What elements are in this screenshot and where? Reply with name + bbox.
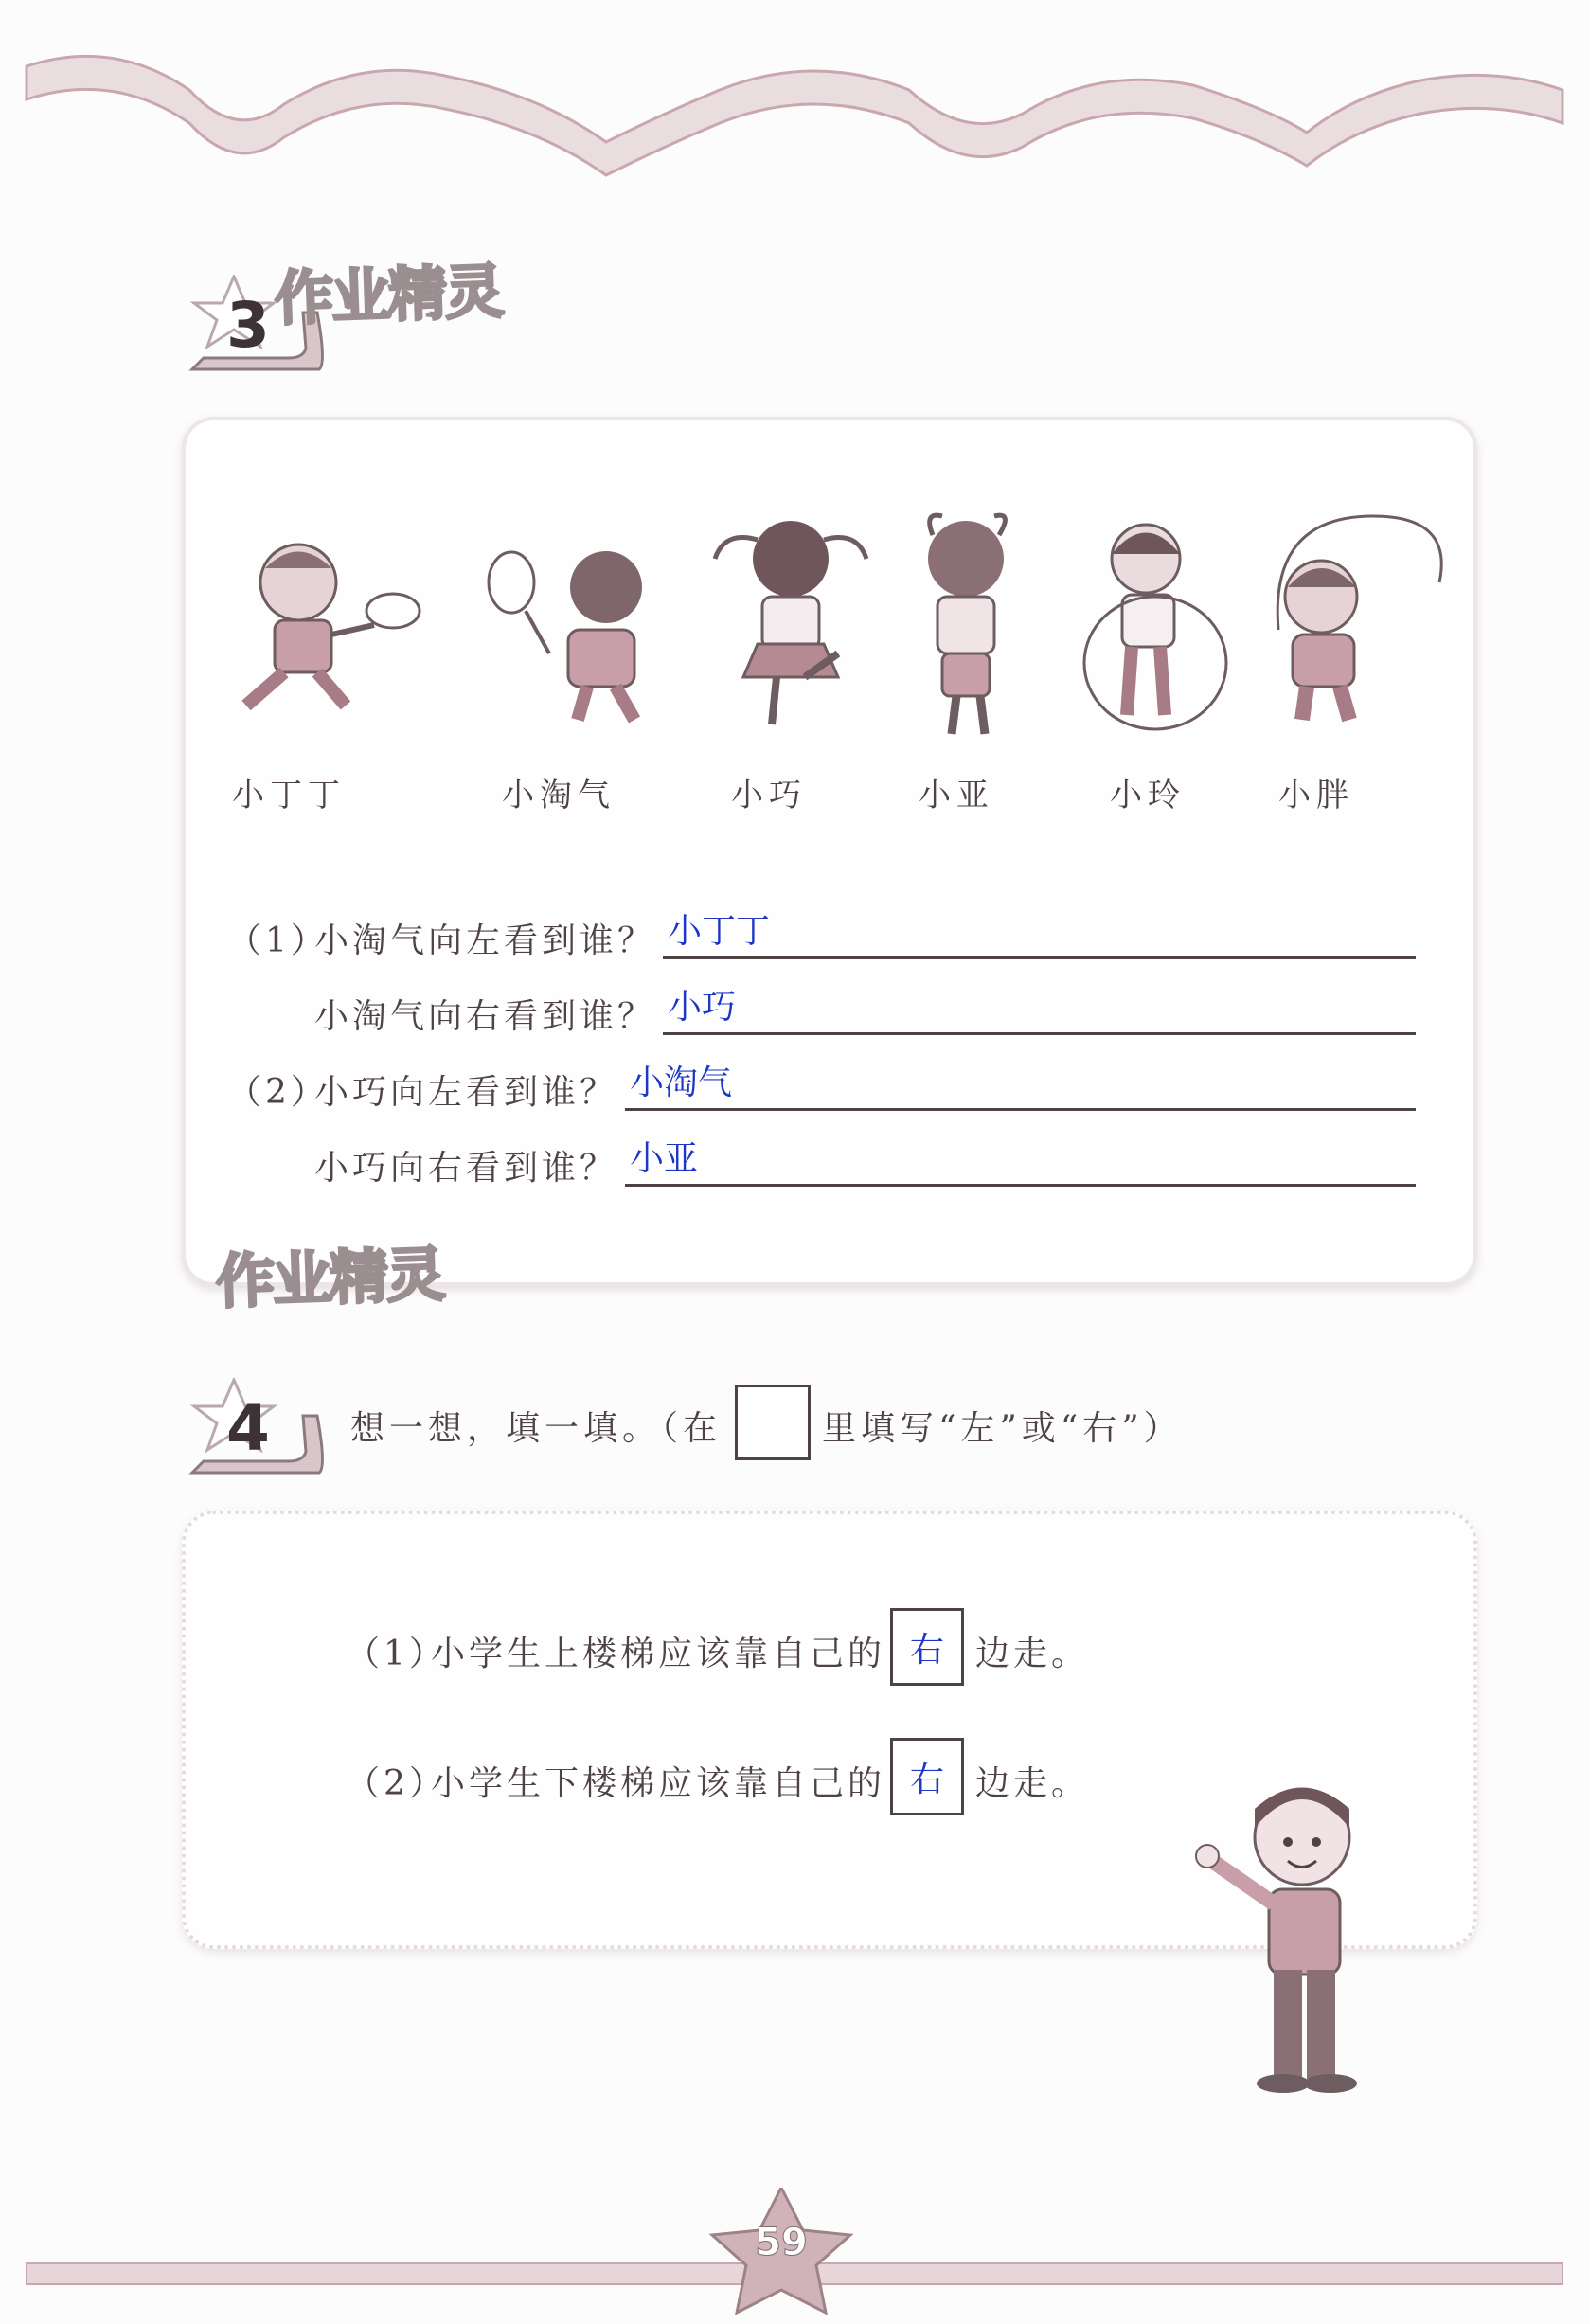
kid-name: 小玲 [1110, 777, 1186, 814]
kid-name: 小胖 [1278, 777, 1354, 814]
kid-xiaoling-illustration [1070, 511, 1241, 739]
question-text: 小巧向左看到谁？ [314, 1073, 618, 1112]
kid-xiaopang-illustration [1250, 507, 1458, 734]
answer-text: 小淘气 [630, 1064, 733, 1102]
kid-name: 小淘气 [502, 777, 616, 814]
item-suffix: 边走。 [975, 1764, 1090, 1803]
item-suffix: 边走。 [975, 1635, 1090, 1673]
question-text: 小淘气向左看到谁？ [314, 921, 656, 960]
answer-line[interactable] [663, 909, 1416, 959]
kid-name: 小丁丁 [232, 777, 346, 814]
watermark: 作业精灵 [214, 1239, 445, 1317]
instruction-text-start: 想一想，填一填。（在 [350, 1409, 723, 1448]
kid-xiaoya-illustration [885, 507, 1046, 743]
item-text: 小学生上楼梯应该靠自己的 [431, 1635, 886, 1673]
answer-line[interactable] [625, 1136, 1416, 1187]
answer-text: 小亚 [630, 1139, 699, 1178]
answer-box[interactable]: 右 [890, 1608, 964, 1686]
page-number: 59 [755, 2221, 808, 2264]
answer-line[interactable] [663, 985, 1416, 1035]
question-4-badge [185, 1378, 327, 1482]
sample-blank-box [735, 1385, 811, 1460]
answer-text: 小巧 [668, 988, 737, 1027]
question-4-number: 4 [226, 1392, 270, 1465]
question-text: 小淘气向右看到谁？ [314, 997, 656, 1036]
question-prefix: （1） [227, 921, 329, 960]
kid-xiaotaoqi-illustration [473, 540, 663, 729]
kid-xiaoqiao-illustration [705, 511, 876, 739]
kid-name: 小亚 [919, 777, 994, 814]
item-prefix: （2） [346, 1764, 447, 1803]
answer-box[interactable]: 右 [890, 1738, 964, 1815]
question-text: 小巧向右看到谁？ [314, 1149, 618, 1188]
instruction-text-end: 里填写“左”或“右”） [822, 1409, 1183, 1448]
kid-name: 小巧 [731, 777, 807, 814]
item-text: 小学生下楼梯应该靠自己的 [431, 1764, 886, 1803]
question-3-number: 3 [226, 289, 270, 362]
answer-line[interactable] [625, 1061, 1416, 1111]
item-prefix: （1） [346, 1635, 447, 1673]
question-prefix: （2） [227, 1073, 329, 1112]
answer-text: 小丁丁 [668, 912, 771, 951]
watermark: 作业精灵 [273, 256, 504, 334]
boy-illustration [1188, 1771, 1378, 2116]
top-wave-border [0, 0, 1589, 189]
kid-xiaodingding-illustration [223, 530, 421, 720]
